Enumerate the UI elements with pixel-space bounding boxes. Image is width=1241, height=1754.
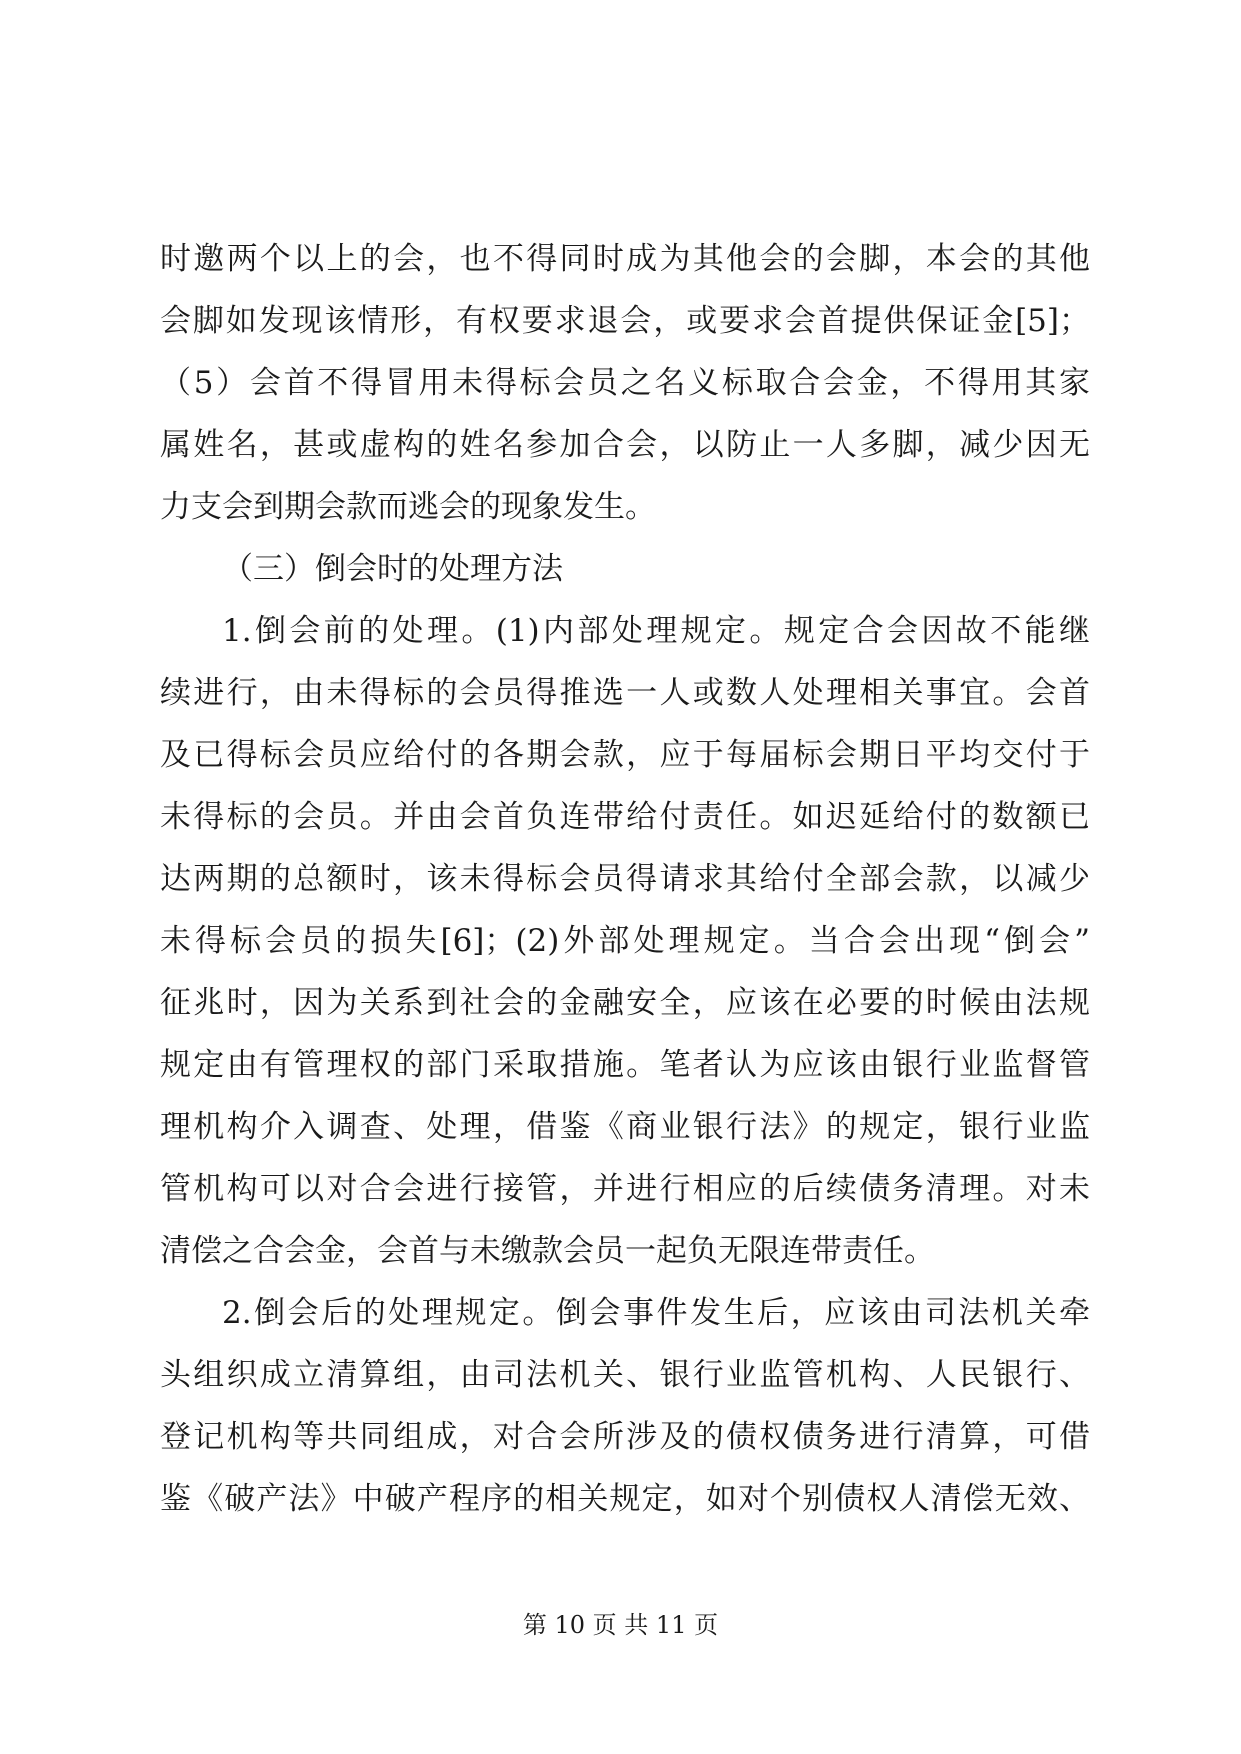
body-text [160,228,1090,1530]
text-line: 时邀两个以上的会，也不得同时成为其他会的会脚，本会的其他 [160,241,1090,277]
text-line: 力支会到期会款而逃会的现象发生。 [160,489,656,525]
text-line: 登记机构等共同组成，对合会所涉及的债权债务进行清算，可借 [160,1419,1090,1455]
text-line: 2.倒会后的处理规定。倒会事件发生后，应该由司法机关牵 [222,1295,1090,1331]
text-line: 及已得标会员应给付的各期会款，应于每届标会期日平均交付于 [160,737,1090,773]
text-line: 清偿之合会金，会首与未缴款会员一起负无限连带责任。 [160,1233,935,1269]
text-line: （5）会首不得冒用未得标会员之名义标取合会金，不得用其家 [160,365,1090,401]
page-number-footer: 第 10 页 共 11 页 [522,1611,719,1639]
text-line: 会脚如发现该情形，有权要求退会，或要求会首提供保证金[5]； [160,303,1090,339]
text-line: 鉴《破产法》中破产程序的相关规定，如对个别债权人清偿无效、 [160,1481,1090,1517]
text-line: 达两期的总额时，该未得标会员得请求其给付全部会款，以减少 [160,861,1090,897]
text-line: 头组织成立清算组，由司法机关、银行业监管机构、人民银行、 [160,1357,1090,1393]
text-line: 属姓名，甚或虚构的姓名参加合会，以防止一人多脚，减少因无 [160,427,1090,463]
text-line: 管机构可以对合会进行接管，并进行相应的后续债务清理。对未 [160,1171,1090,1207]
text-line: 规定由有管理权的部门采取措施。笔者认为应该由银行业监督管 [160,1047,1090,1083]
text-line: 未得标的会员。并由会首负连带给付责任。如迟延给付的数额已 [160,799,1090,835]
text-line: 未得标会员的损失[6]；(2)外部处理规定。当合会出现“倒会” [160,923,1090,959]
section-heading: （三）倒会时的处理方法 [222,551,563,587]
text-line: 1.倒会前的处理。(1)内部处理规定。规定合会因故不能继 [222,613,1090,649]
text-line: 征兆时，因为关系到社会的金融安全，应该在必要的时候由法规 [160,985,1090,1021]
text-line: 理机构介入调查、处理，借鉴《商业银行法》的规定，银行业监 [160,1109,1090,1145]
text-line: 续进行，由未得标的会员得推选一人或数人处理相关事宜。会首 [160,675,1090,711]
